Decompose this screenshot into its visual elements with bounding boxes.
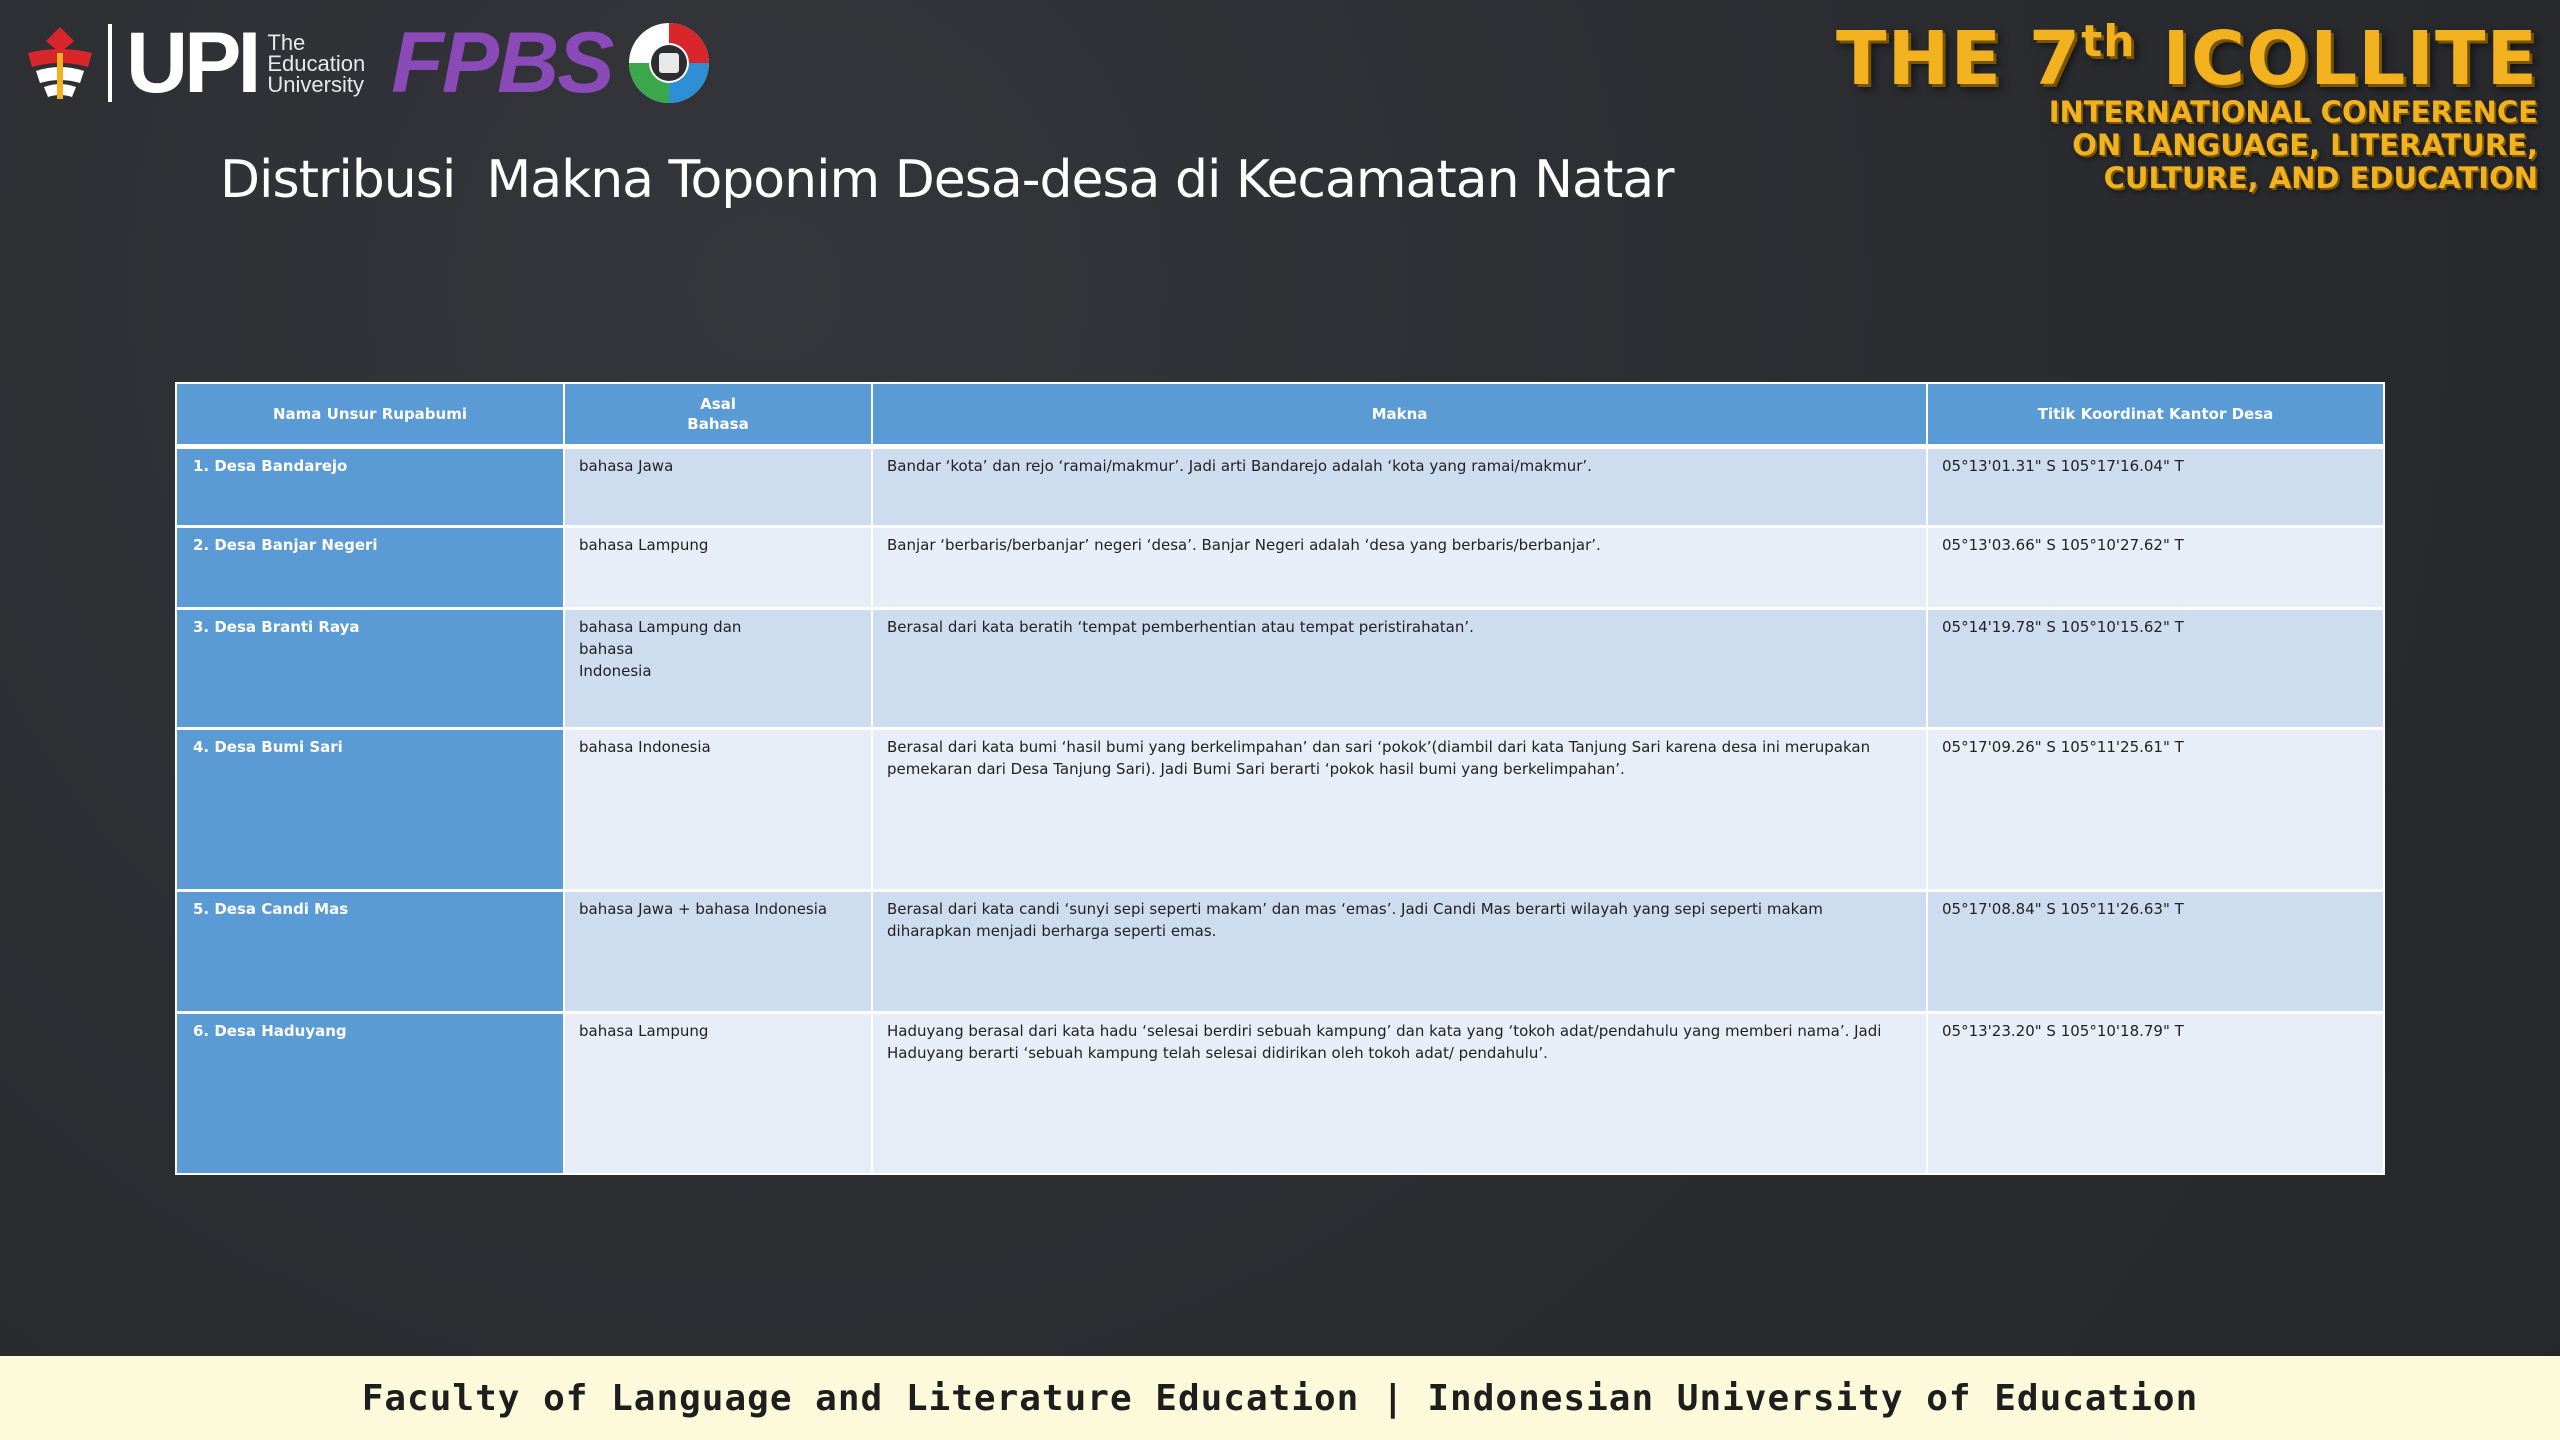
conference-title: [1836, 16, 2538, 102]
conference-branding: [1836, 16, 2538, 195]
cell-koordinat: 05°13'01.31" S 105°17'16.04" T: [1927, 447, 2383, 527]
cell-nama: 4. Desa Bumi Sari: [177, 729, 564, 891]
header-asal-bahasa: Asal Bahasa: [564, 384, 872, 447]
upi-wordmark: UPI: [126, 15, 258, 111]
header-nama-unsur: Nama Unsur Rupabumi: [177, 384, 564, 447]
cell-makna: Berasal dari kata beratih ‘tempat pemberhentian atau tempat peristirahatan’.: [872, 609, 1927, 729]
fpbs-wordmark: FPBS: [391, 15, 613, 111]
fpbs-emblem-icon: [627, 21, 711, 105]
cell-makna: Banjar ‘berbaris/berbanjar’ negeri ‘desa’. Banjar Negeri adalah ‘desa yang berbaris/berbanjar’.: [872, 527, 1927, 609]
cell-nama: 1. Desa Bandarejo: [177, 447, 564, 527]
cell-nama: 3. Desa Branti Raya: [177, 609, 564, 729]
cell-asal: bahasa Lampung dan bahasa Indonesia: [564, 609, 872, 729]
conference-subtitle-line: CULTURE, AND EDUCATION: [2103, 161, 2538, 195]
table-row: [177, 609, 2383, 729]
table-row: [177, 729, 2383, 891]
conference-title-suffix: ICOLLITE: [2135, 16, 2538, 102]
upi-sub-line: Education: [267, 50, 366, 76]
conference-title-prefix: THE 7: [1836, 16, 2082, 102]
cell-koordinat: 05°17'08.84" S 105°11'26.63" T: [1927, 891, 2383, 1013]
cell-asal: bahasa Lampung: [564, 1013, 872, 1173]
conference-subtitle-line: INTERNATIONAL CONFERENCE: [2048, 95, 2538, 129]
cell-nama: 6. Desa Haduyang: [177, 1013, 564, 1173]
header-logos: [22, 15, 711, 111]
header-makna: Makna: [872, 384, 1927, 447]
cell-makna: Bandar ‘kota’ dan rejo ‘ramai/makmur’. Jadi arti Bandarejo adalah ‘kota yang ramai/makmur’.: [872, 447, 1927, 527]
cell-asal: bahasa Jawa + bahasa Indonesia: [564, 891, 872, 1013]
slide-title: Distribusi Makna Toponim Desa-desa di Kecamatan Natar: [220, 150, 1674, 210]
table-header-row: [177, 384, 2383, 447]
upi-subtitle: [267, 29, 366, 97]
cell-asal: bahasa Indonesia: [564, 729, 872, 891]
cell-koordinat: 05°13'03.66" S 105°10'27.62" T: [1927, 527, 2383, 609]
cell-makna: Berasal dari kata candi ‘sunyi sepi seperti makam’ dan mas ‘emas’. Jadi Candi Mas berarti wilayah yang sepi seperti makam diharapkan menjadi berharga seperti emas.: [872, 891, 1927, 1013]
cell-makna: Haduyang berasal dari kata hadu ‘selesai berdiri sebuah kampung’ dan kata yang ‘tokoh adat/pendahulu yang memberi nama’. Jadi Haduyang berarti ‘sebuah kampung telah selesai didirikan oleh tokoh adat/ pendahulu’.: [872, 1013, 1927, 1173]
cell-koordinat: 05°14'19.78" S 105°10'15.62" T: [1927, 609, 2383, 729]
cell-nama: 2. Desa Banjar Negeri: [177, 527, 564, 609]
table-row: [177, 447, 2383, 527]
upi-emblem-icon: [22, 23, 98, 103]
upi-sub-line: The: [267, 29, 306, 55]
footer-text: Faculty of Language and Literature Education | Indonesian University of Education: [361, 1377, 2199, 1419]
logo-divider: [108, 24, 112, 102]
conference-title-sup: th: [2081, 16, 2136, 67]
cell-asal: bahasa Lampung: [564, 527, 872, 609]
table-row: [177, 527, 2383, 609]
cell-asal: bahasa Jawa: [564, 447, 872, 527]
table-row: [177, 1013, 2383, 1173]
upi-sub-line: University: [267, 71, 364, 97]
cell-koordinat: 05°17'09.26" S 105°11'25.61" T: [1927, 729, 2383, 891]
cell-nama: 5. Desa Candi Mas: [177, 891, 564, 1013]
table-row: [177, 891, 2383, 1013]
cell-koordinat: 05°13'23.20" S 105°10'18.79" T: [1927, 1013, 2383, 1173]
footer-bar: [0, 1356, 2560, 1440]
header-koordinat: Titik Koordinat Kantor Desa: [1927, 384, 2383, 447]
conference-subtitle-line: ON LANGUAGE, LITERATURE,: [2072, 128, 2538, 162]
cell-makna: Berasal dari kata bumi ‘hasil bumi yang berkelimpahan’ dan sari ‘pokok’(diambil dari kata Tanjung Sari karena desa ini merupakan pemekaran dari Desa Tanjung Sari). Jadi Bumi Sari berarti ‘pokok hasil bumi yang berkelimpahan’.: [872, 729, 1927, 891]
toponym-table: [175, 382, 2385, 1175]
table: [177, 384, 2383, 1173]
